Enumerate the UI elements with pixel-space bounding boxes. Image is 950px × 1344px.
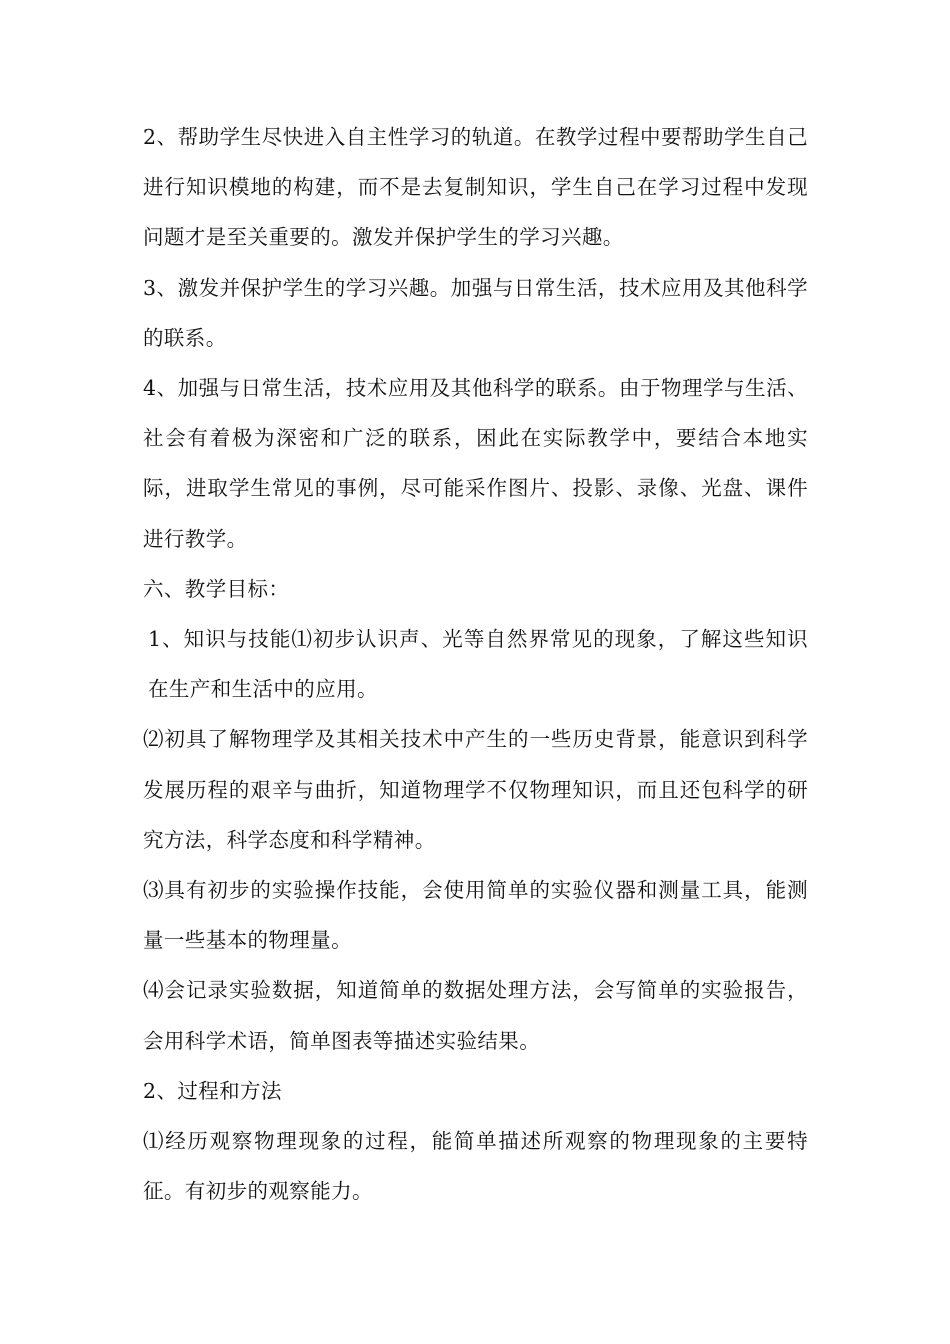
- paragraph-process-1: ⑴经历观察物理现象的过程，能简单描述所观察的物理现象的主要特征。有初步的观察能力。: [143, 1129, 808, 1204]
- paragraph-item-2: 2、帮助学生尽快进入自主性学习的轨道。在教学过程中要帮助学生自己进行知识模地的构建，而不是去复制知识，学生自己在学习过程中发现问题才是至关重要的。激发并保护学生的学习兴趣。: [143, 125, 808, 250]
- paragraph-item-4: 4、加强与日常生活，技术应用及其他科学的联系。由于物理学与生活、社会有着极为深密和广泛的联系，困此在实际教学中，要结合本地实际，进取学生常见的事例，尽可能采作图片、投影、录像、光盘、课件进行教学。: [143, 376, 808, 551]
- section-heading-teaching-goals: 六、教学目标：: [143, 576, 290, 601]
- paragraph-knowledge-skills: 1、知识与技能⑴初步认识声、光等自然界常见的现象，了解这些知识在生产和生活中的应用。: [148, 627, 808, 702]
- paragraph-item-3: 3、激发并保护学生的学习兴趣。加强与日常生活，技术应用及其他科学的联系。: [143, 275, 808, 350]
- paragraph-sub-3: ⑶具有初步的实验操作技能，会使用简单的实验仪器和测量工具，能测量一些基本的物理量。: [143, 878, 808, 953]
- document-body: [143, 112, 808, 1216]
- paragraph-sub-4: ⑷会记录实验数据，知道简单的数据处理方法，会写简单的实验报告，会用科学术语，简单图表等描述实验结果。: [143, 978, 808, 1053]
- paragraph-sub-2: ⑵初具了解物理学及其相关技术中产生的一些历史背景，能意识到科学发展历程的艰辛与曲折，知道物理学不仅物理知识，而且还包科学的研究方法，科学态度和科学精神。: [143, 727, 808, 852]
- subheading-process-method: 2、过程和方法: [143, 1078, 282, 1103]
